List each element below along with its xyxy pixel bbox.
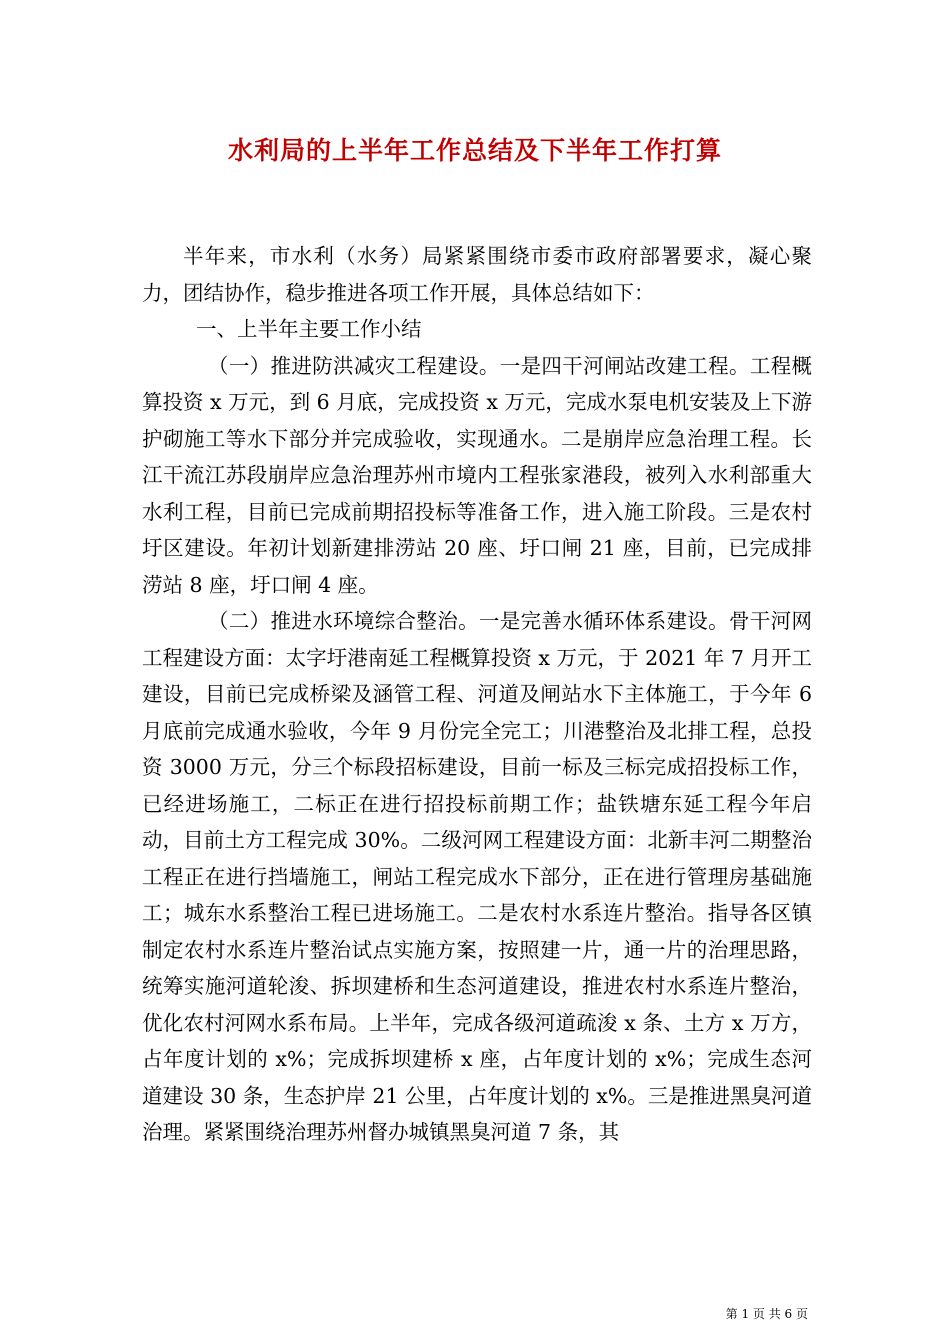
document-title: 水利局的上半年工作总结及下半年工作打算: [227, 136, 722, 165]
document-body: [142, 238, 812, 1151]
body-paragraph-water-environment: （二）推进水环境综合整治。一是完善水循环体系建设。骨干河网工程建设方面：太字圩港南延工程概算投资 x 万元，于 2021 年 7 月开工建设，目前已完成桥梁及涵管工程、河道及闸站水下主体施工，于今年 6 月底前完成通水验收，今年 9 月份完全完工；川港整治及北排工程，总投资 3000 万元，分三个标段招标建设，目前一标及三标完成招投标工作，已经进场施工，二标正在进行招投标前期工作；盐铁塘东延工程今年启动，目前土方工程完成 30%。二级河网工程建设方面：北新丰河二期整治工程正在进行挡墙施工，闸站工程完成水下部分，正在进行管理房基础施工；城东水系整治工程已进场施工。二是农村水系连片整治。指导各区镇制定农村水系连片整治试点实施方案，按照建一片，通一片的治理思路，统筹实施河道轮浚、拆坝建桥和生态河道建设，推进农村水系连片整治，优化农村河网水系布局。上半年，完成各级河道疏浚 x 条、土方 x 万方，占年度计划的 x%；完成拆坝建桥 x 座，占年度计划的 x%；完成生态河道建设 30 条，生态护岸 21 公里，占年度计划的 x%。三是推进黑臭河道治理。紧紧围绕治理苏州督办城镇黑臭河道 7 条，其: [142, 609, 812, 1144]
body-paragraph-flood-control: （一）推进防洪减灾工程建设。一是四干河闸站改建工程。工程概算投资 x 万元，到 6 月底，完成投资 x 万元，完成水泵电机安装及上下游护砌施工等水下部分并完成验收，实现通水。二是崩岸应急治理工程。长江干流江苏段崩岸应急治理苏州市境内工程张家港段，被列入水利部重大水利工程，目前已完成前期招投标等准备工作，进入施工阶段。三是农村圩区建设。年初计划新建排涝站 20 座、圩口闸 21 座，目前，已完成排涝站 8 座，圩口闸 4 座。: [142, 353, 812, 597]
page-number-footer: 第 1 页 共 6 页: [725, 1307, 808, 1321]
section-heading: 一、上半年主要工作小结: [196, 317, 422, 341]
intro-paragraph: 半年来，市水利（水务）局紧紧围绕市委市政府部署要求，凝心聚力，团结协作，稳步推进各项工作开展，具体总结如下：: [142, 244, 812, 305]
